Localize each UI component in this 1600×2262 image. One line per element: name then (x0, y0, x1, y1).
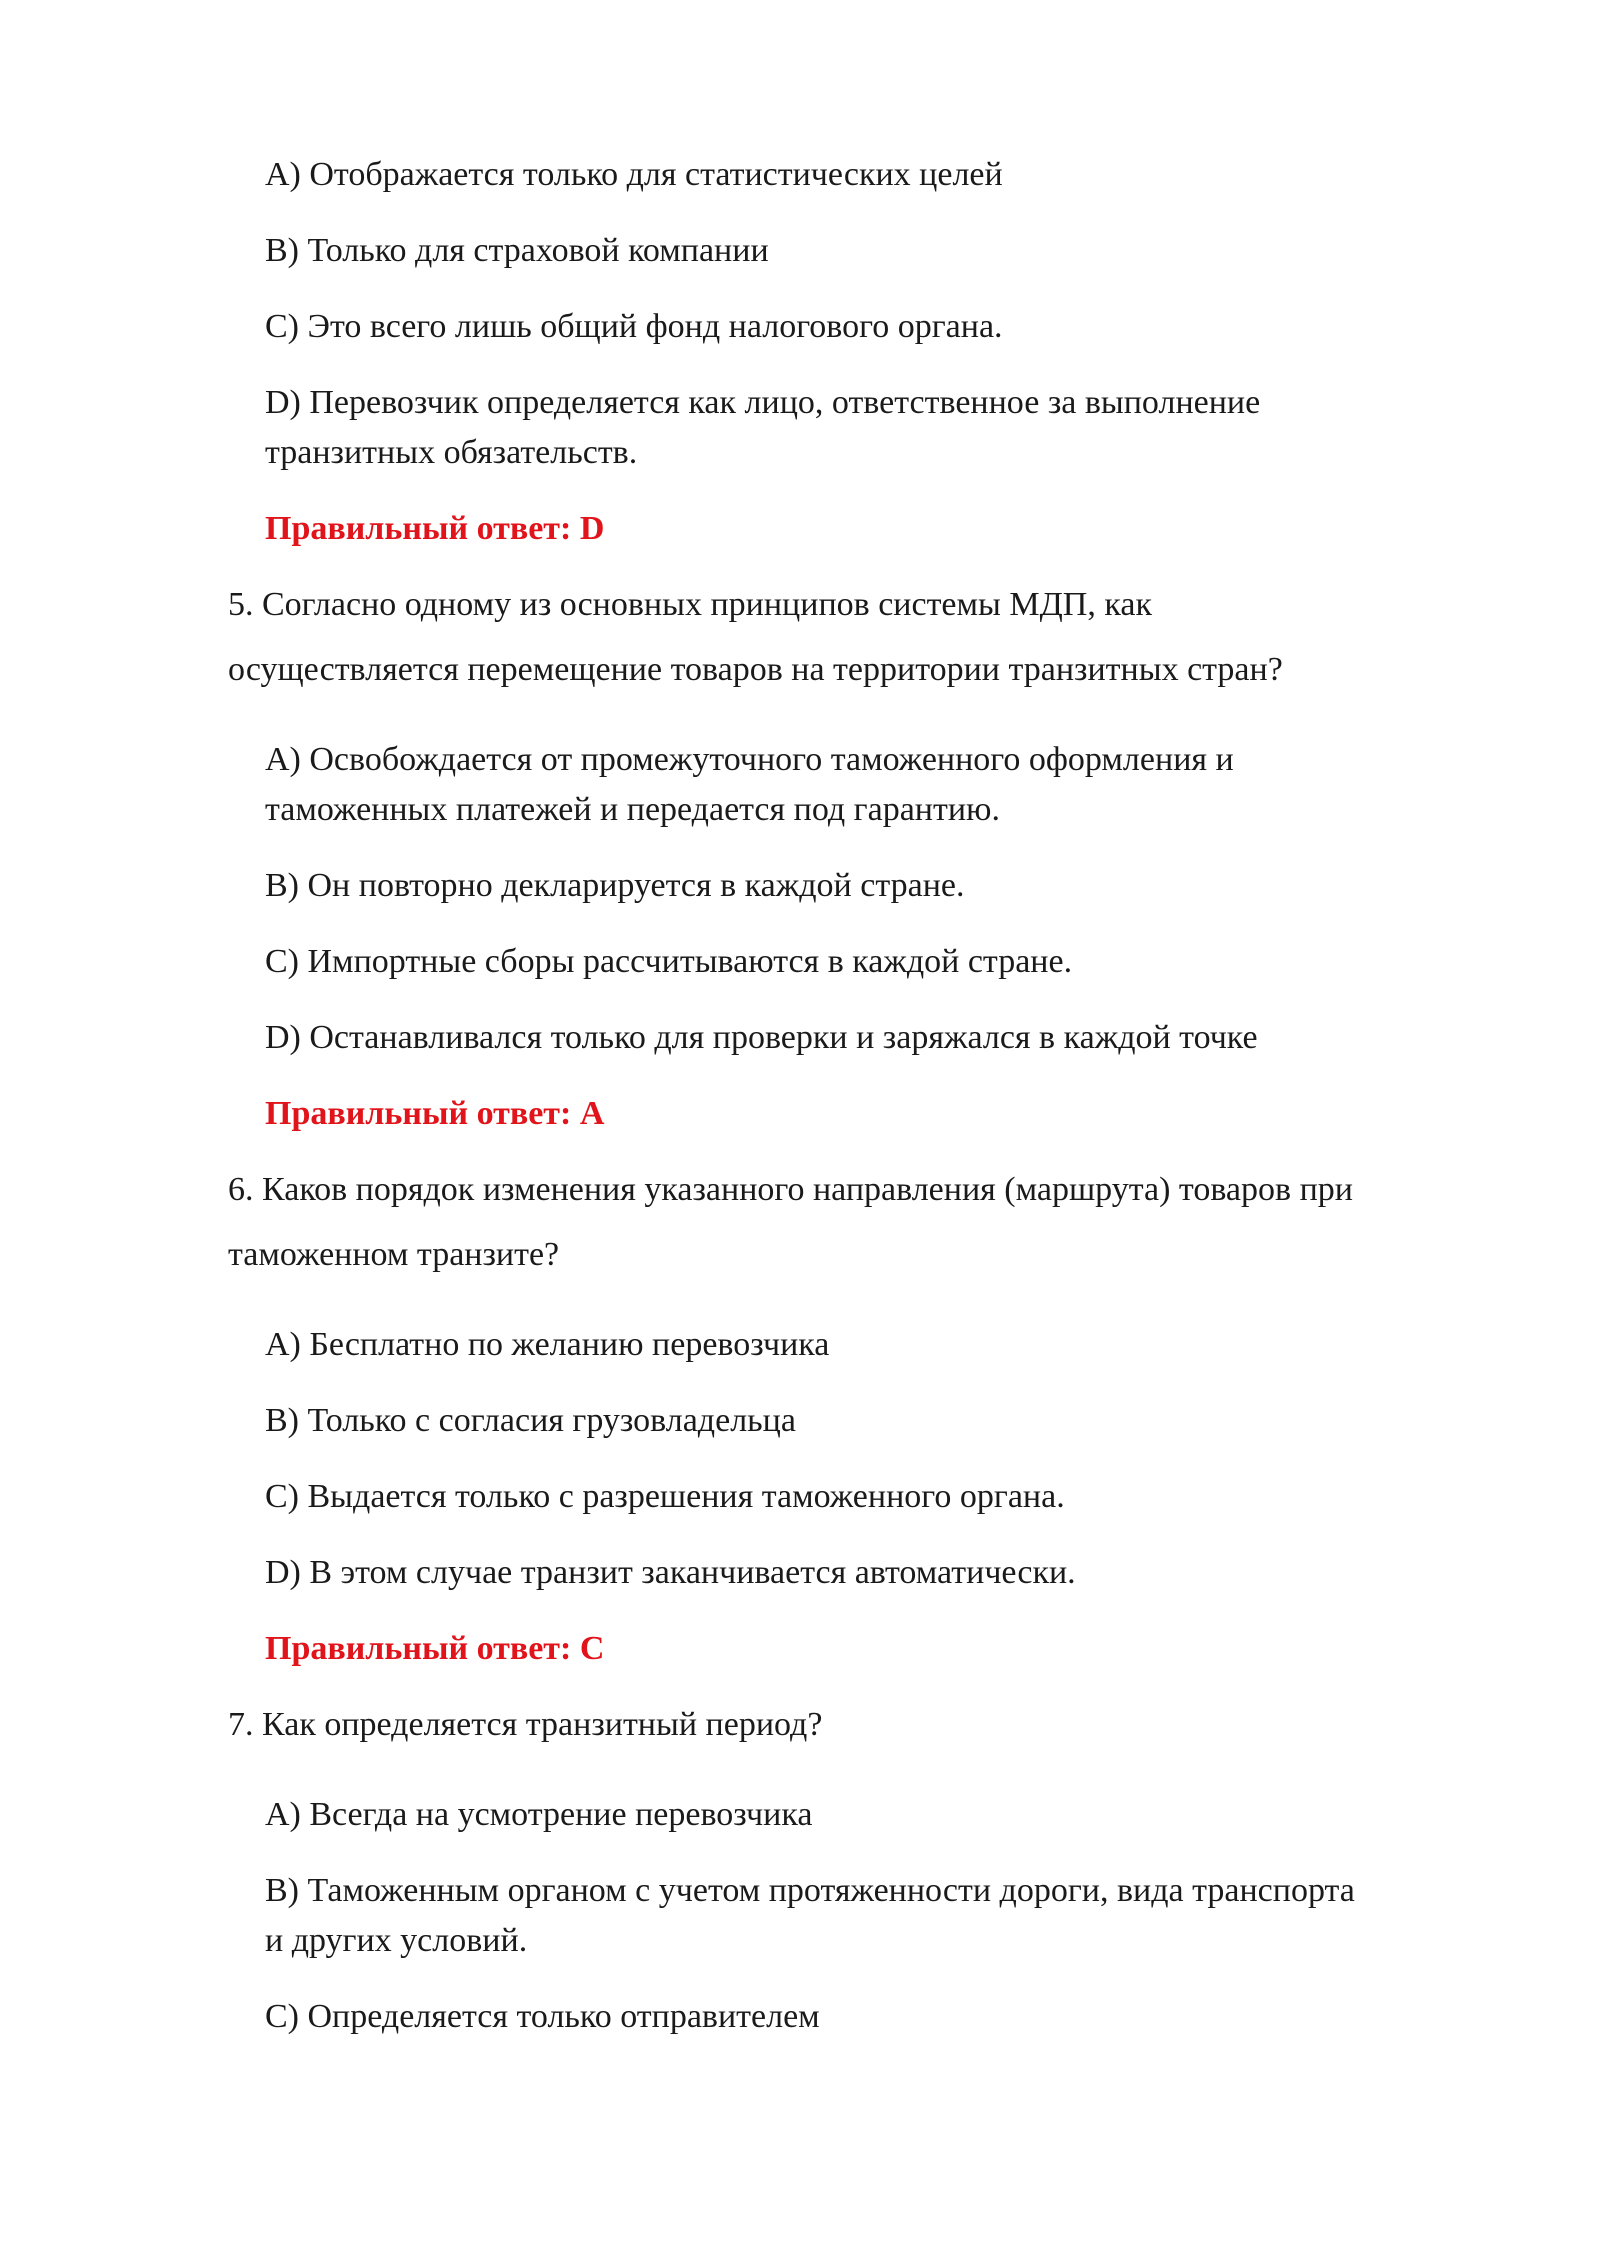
option-a-cont: таможенных платежей и передается под гарантию. (265, 791, 1000, 828)
correct-answer: Правильный ответ: C (265, 1630, 605, 1667)
option-d: D) Останавливался только для проверки и заряжался в каждой точке (265, 1019, 1258, 1056)
option-a: A) Отображается только для статистических целей (265, 156, 1003, 193)
option-d-cont: транзитных обязательств. (265, 434, 638, 471)
option-c: C) Определяется только отправителем (265, 1998, 820, 2035)
option-b: B) Таможенным органом с учетом протяженности дороги, вида транспорта (265, 1872, 1355, 1909)
option-b: B) Только с согласия грузовладельца (265, 1402, 796, 1439)
option-b-cont: и других условий. (265, 1922, 528, 1959)
option-a: A) Всегда на усмотрение перевозчика (265, 1796, 813, 1833)
option-c: C) Импортные сборы рассчитываются в каждой стране. (265, 943, 1073, 980)
option-a: A) Бесплатно по желанию перевозчика (265, 1326, 830, 1363)
question-6-title: 6. Каков порядок изменения указанного направления (маршрута) товаров при (228, 1171, 1353, 1208)
question-6-title-cont: таможенном транзите? (228, 1236, 560, 1273)
question-7-title: 7. Как определяется транзитный период? (228, 1706, 823, 1743)
correct-answer: Правильный ответ: D (265, 510, 605, 547)
question-5-title-cont: осуществляется перемещение товаров на территории транзитных стран? (228, 651, 1283, 688)
option-b: B) Он повторно декларируется в каждой стране. (265, 867, 965, 904)
option-c: C) Выдается только с разрешения таможенного органа. (265, 1478, 1065, 1515)
option-b: B) Только для страховой компании (265, 232, 769, 269)
option-d: D) В этом случае транзит заканчивается автоматически. (265, 1554, 1076, 1591)
option-c: C) Это всего лишь общий фонд налогового органа. (265, 308, 1003, 345)
option-d: D) Перевозчик определяется как лицо, ответственное за выполнение (265, 384, 1261, 421)
correct-answer: Правильный ответ: A (265, 1095, 605, 1132)
question-5-title: 5. Согласно одному из основных принципов системы МДП, как (228, 586, 1152, 623)
option-a: A) Освобождается от промежуточного таможенного оформления и (265, 741, 1234, 778)
